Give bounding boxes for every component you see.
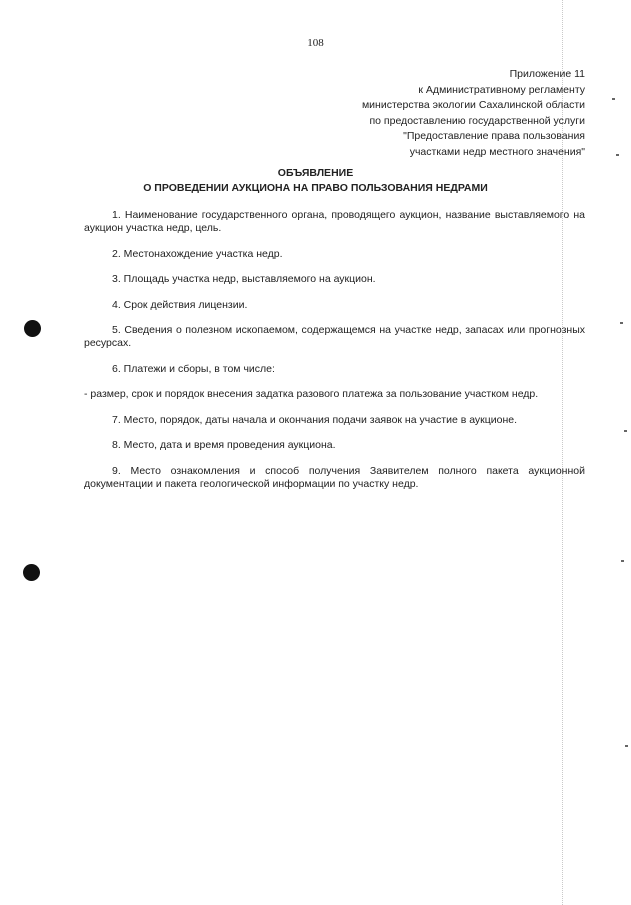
title-line: О ПРОВЕДЕНИИ АУКЦИОНА НА ПРАВО ПОЛЬЗОВАНИЯ НЕДРАМИ bbox=[143, 182, 488, 194]
document-title bbox=[0, 166, 631, 196]
scan-speck bbox=[620, 322, 623, 324]
page-number: 108 bbox=[307, 37, 324, 49]
appendix-line: "Предоставление права пользования bbox=[403, 130, 585, 142]
item-4: 4. Срок действия лицензии. bbox=[112, 298, 248, 311]
announcement-body bbox=[84, 209, 585, 503]
appendix-line: Приложение 11 bbox=[509, 68, 585, 80]
title-line: ОБЪЯВЛЕНИЕ bbox=[277, 167, 354, 179]
appendix-line: участками недр местного значения" bbox=[409, 145, 585, 158]
item-3: 3. Площадь участка недр, выставляемого на аукцион. bbox=[112, 273, 376, 285]
appendix-line: министерства экологии Сахалинской области bbox=[361, 99, 585, 111]
appendix-header bbox=[285, 67, 585, 160]
scan-speck bbox=[616, 154, 619, 156]
item-5: 5. Сведения о полезном ископаемом, содержащемся на участке недр, запасах или прогнозных ресурсах. bbox=[84, 324, 585, 349]
item-2: 2. Местонахождение участка недр. bbox=[112, 247, 283, 260]
scan-speck bbox=[621, 560, 624, 562]
punch-hole-top bbox=[24, 320, 41, 337]
item-8: 8. Место, дата и время проведения аукциона. bbox=[112, 439, 336, 451]
scan-speck bbox=[612, 98, 615, 100]
item-1: 1. Наименование государственного органа, проводящего аукцион, название выставляемого на аукцион участка недр, цель. bbox=[84, 209, 585, 234]
scan-speck bbox=[625, 745, 628, 747]
item-7: 7. Место, порядок, даты начала и окончания подачи заявок на участие в аукционе. bbox=[112, 413, 518, 426]
punch-hole-bottom bbox=[23, 564, 40, 581]
item-9: 9. Место ознакомления и способ получения Заявителем полного пакета аукционной документации и пакета геологической информации по участку недр. bbox=[84, 464, 585, 490]
scan-speck bbox=[624, 430, 627, 432]
appendix-line: к Административному регламенту bbox=[418, 83, 585, 96]
item-6: 6. Платежи и сборы, в том числе: bbox=[112, 362, 275, 375]
appendix-line: по предоставлению государственной услуги bbox=[369, 114, 585, 127]
item-6-subitem: - размер, срок и порядок внесения задатка разового платежа за пользование участком недр. bbox=[84, 388, 539, 400]
